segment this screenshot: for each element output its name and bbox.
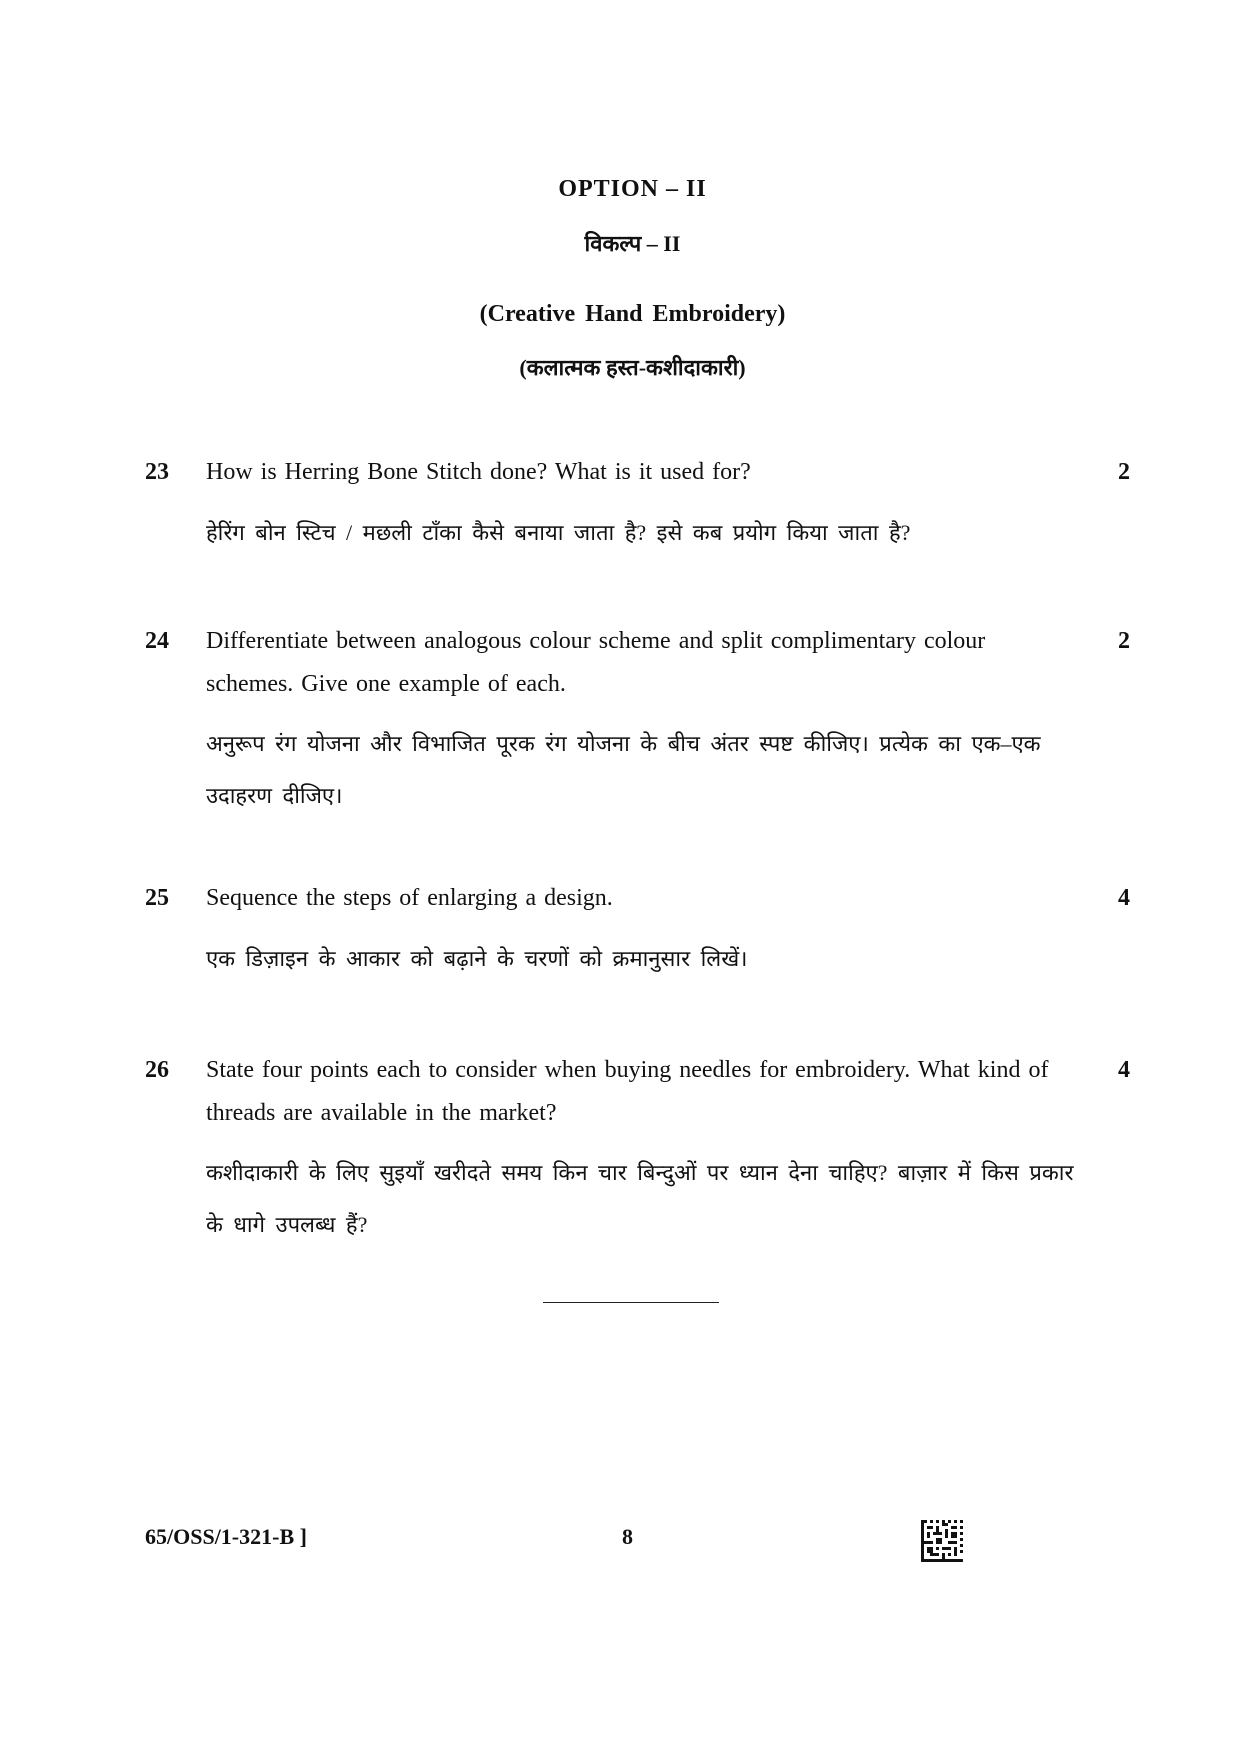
question-text-english: Differentiate between analogous colour scheme and split complimentary colour schemes. Give one example of each.	[206, 628, 986, 697]
qr-code-icon	[921, 1520, 963, 1562]
question-number: 26	[145, 1057, 169, 1083]
question-text-hindi: हेरिंग बोन स्टिच / मछली टाँका कैसे बनाया जाता है? इसे कब प्रयोग किया जाता है?	[206, 520, 911, 545]
end-of-section-rule	[543, 1302, 719, 1303]
question-marks: 2	[1118, 628, 1130, 654]
subject-heading: (Creative Hand Embroidery)	[479, 301, 786, 327]
question-text-hindi: कशीदाकारी के लिए सुइयाँ खरीदते समय किन चार बिन्दुओं पर ध्यान देना चाहिए? बाज़ार में किस प्रकार के धागे उपलब्ध हैं?	[206, 1160, 1074, 1237]
question-number: 25	[145, 885, 169, 911]
option-heading: OPTION – II	[558, 176, 707, 202]
question-text-english: State four points each to consider when buying needles for embroidery. What kind of threads are available in the market?	[206, 1057, 1049, 1126]
question-number: 24	[145, 628, 169, 654]
question-text-english: Sequence the steps of enlarging a design.	[206, 885, 613, 911]
question-text-hindi: अनुरूप रंग योजना और विभाजित पूरक रंग योजना के बीच अंतर स्पष्ट कीजिए। प्रत्येक का एक–एक उदाहरण दीजिए।	[206, 731, 1041, 808]
option-heading-hindi: विकल्प – II	[584, 231, 681, 256]
question-marks: 4	[1118, 885, 1130, 911]
question-marks: 4	[1118, 1057, 1130, 1083]
paper-code: 65/OSS/1-321-B ]	[145, 1524, 307, 1549]
page-number: 8	[622, 1524, 633, 1549]
question-number: 23	[145, 459, 169, 485]
subject-heading-hindi: (कलात्मक हस्त-कशीदाकारी)	[519, 355, 746, 380]
question-text-hindi: एक डिज़ाइन के आकार को बढ़ाने के चरणों को क्रमानुसार लिखें।	[206, 946, 748, 971]
question-text-english: How is Herring Bone Stitch done? What is it used for?	[206, 459, 751, 485]
question-marks: 2	[1118, 459, 1130, 485]
